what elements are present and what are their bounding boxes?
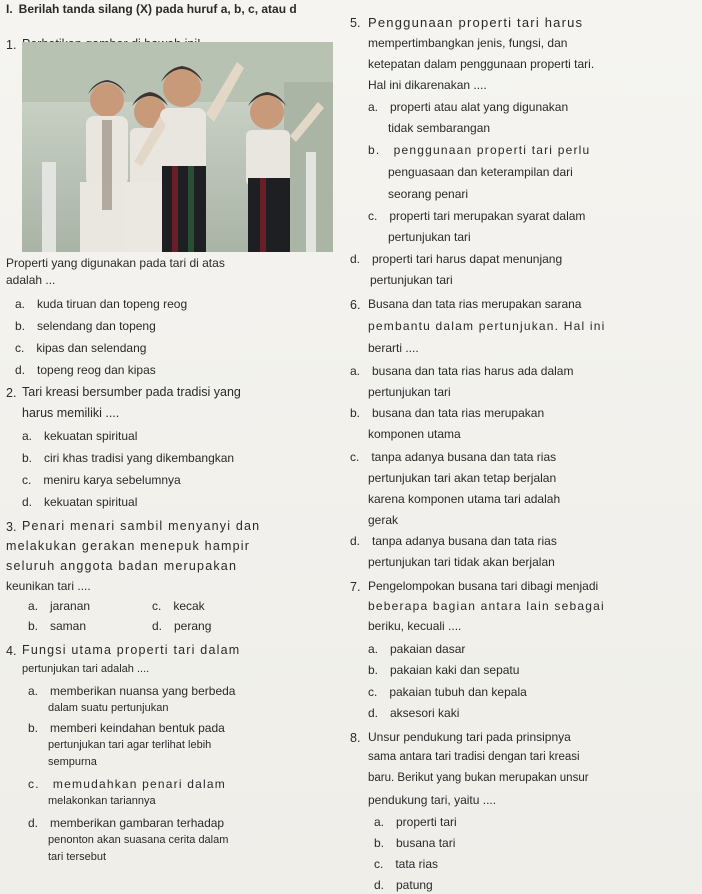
q8-stem-line4: pendukung tari, yaitu .... — [368, 793, 497, 807]
q1-caption-line2: adalah ... — [6, 273, 56, 287]
q1-option-d[interactable]: d. topeng reog dan kipas — [15, 363, 156, 377]
q4-option-a-line1[interactable]: a. memberikan nuansa yang berbeda — [28, 684, 236, 698]
q5-option-b-line2: penguasaan dan keterampilan dari — [388, 165, 573, 179]
q5-option-b-line1[interactable]: b. penggunaan properti tari perlu — [368, 143, 591, 157]
q3-stem-line2: melakukan gerakan menepuk hampir — [6, 539, 251, 553]
section-instruction: I. Berilah tanda silang (X) pada huruf a, b, c, atau d — [6, 2, 297, 16]
q2-stem-line2: harus memiliki .... — [22, 406, 120, 420]
q1-option-b[interactable]: b. selendang dan topeng — [15, 319, 156, 333]
q3-option-b[interactable]: b. saman — [28, 619, 87, 633]
q7-stem-line2: beberapa bagian antara lain sebagai — [368, 599, 605, 613]
q2-number: 2. — [6, 386, 17, 400]
q7-stem-line1: Pengelompokan busana tari dibagi menjadi — [368, 579, 599, 593]
q3-number: 3. — [6, 520, 17, 534]
q8-option-a[interactable]: a. properti tari — [374, 815, 457, 829]
q8-stem-line1: Unsur pendukung tari pada prinsipnya — [368, 730, 571, 744]
q8-option-c[interactable]: c. tata rias — [374, 857, 439, 871]
q7-option-c[interactable]: c. pakaian tubuh dan kepala — [368, 685, 527, 699]
q6-option-c-line1[interactable]: c. tanpa adanya busana dan tata rias — [350, 450, 557, 464]
q6-stem-line1: Busana dan tata rias merupakan sarana — [368, 297, 582, 311]
q8-option-b[interactable]: b. busana tari — [374, 836, 456, 850]
q6-option-d-line1[interactable]: d. tanpa adanya busana dan tata rias — [350, 534, 557, 548]
q4-option-b-line1[interactable]: b. memberi keindahan bentuk pada — [28, 721, 225, 735]
q7-stem-line3: beriku, kecuali .... — [368, 619, 462, 633]
q3-option-a[interactable]: a. jaranan — [28, 599, 91, 613]
q4-option-d-line3: tari tersebut — [48, 851, 107, 863]
q4-option-d-line1[interactable]: d. memberikan gambaran terhadap — [28, 816, 225, 830]
q2-option-d[interactable]: d. kekuatan spiritual — [22, 495, 138, 509]
q6-option-d-line2: pertunjukan tari tidak akan berjalan — [368, 555, 555, 569]
q6-option-a-line2: pertunjukan tari — [368, 385, 451, 399]
q3-stem-line4: keunikan tari .... — [6, 579, 91, 593]
q4-stem-line2: pertunjukan tari adalah .... — [22, 663, 150, 675]
q4-option-b-line3: sempurna — [48, 756, 97, 768]
q5-stem-line1: Penggunaan properti tari harus — [368, 15, 584, 30]
q7-number: 7. — [350, 580, 361, 594]
q1-option-a[interactable]: a. kuda tiruan dan topeng reog — [15, 297, 188, 311]
q5-option-b-line3: seorang penari — [388, 187, 469, 201]
q7-option-b[interactable]: b. pakaian kaki dan sepatu — [368, 663, 520, 677]
q1-number: 1. — [6, 38, 17, 52]
q4-number: 4. — [6, 644, 17, 658]
q2-stem-line1: Tari kreasi bersumber pada tradisi yang — [22, 385, 241, 399]
q8-number: 8. — [350, 731, 361, 745]
q3-option-c[interactable]: c. kecak — [152, 599, 205, 613]
q5-number: 5. — [350, 16, 361, 30]
q1-option-c[interactable]: c. kipas dan selendang — [15, 341, 147, 355]
q8-stem-line2: sama antara tari tradisi dengan tari kreasi — [368, 751, 580, 763]
q4-option-d-line2: penonton akan suasana cerita dalam — [48, 834, 229, 846]
q8-option-d[interactable]: d. patung — [374, 878, 433, 892]
q5-stem-line4: Hal ini dikarenakan .... — [368, 78, 487, 92]
q2-option-b[interactable]: b. ciri khas tradisi yang dikembangkan — [22, 451, 235, 465]
q3-option-d[interactable]: d. perang — [152, 619, 212, 633]
q6-stem-line2: pembantu dalam pertunjukan. Hal ini — [368, 319, 606, 333]
dancers-illustration — [22, 42, 333, 252]
q3-stem-line3: seluruh anggota badan merupakan — [6, 559, 238, 573]
q2-option-a[interactable]: a. kekuatan spiritual — [22, 429, 138, 443]
q5-stem-line2: mempertimbangkan jenis, fungsi, dan — [368, 36, 568, 50]
q3-stem-line1: Penari menari sambil menyanyi dan — [22, 519, 261, 533]
q6-number: 6. — [350, 298, 361, 312]
q7-option-a[interactable]: a. pakaian dasar — [368, 642, 466, 656]
q7-option-d[interactable]: d. aksesori kaki — [368, 706, 460, 720]
dance-photo — [22, 42, 333, 252]
q5-option-d-line2: pertunjukan tari — [370, 273, 453, 287]
q6-option-a-line1[interactable]: a. busana dan tata rias harus ada dalam — [350, 364, 574, 378]
q6-option-b-line1[interactable]: b. busana dan tata rias merupakan — [350, 406, 545, 420]
q6-option-c-line3: karena komponen utama tari adalah — [368, 492, 561, 506]
q5-option-a-line1[interactable]: a. properti atau alat yang digunakan — [368, 100, 569, 114]
q4-option-c-line1[interactable]: c. memudahkan penari dalam — [28, 777, 226, 791]
q6-option-c-line4: gerak — [368, 513, 399, 527]
q6-option-c-line2: pertunjukan tari akan tetap berjalan — [368, 471, 557, 485]
q5-option-c-line2: pertunjukan tari — [388, 230, 471, 244]
q1-caption-line1: Properti yang digunakan pada tari di atas — [6, 256, 225, 270]
q6-stem-line3: berarti .... — [368, 341, 419, 355]
q5-option-d-line1[interactable]: d. properti tari harus dapat menunjang — [350, 252, 563, 266]
q5-stem-line3: ketepatan dalam penggunaan properti tari. — [368, 57, 595, 71]
q5-option-c-line1[interactable]: c. properti tari merupakan syarat dalam — [368, 209, 586, 223]
q4-option-b-line2: pertunjukan tari agar terlihat lebih — [48, 739, 212, 751]
q5-option-a-line2: tidak sembarangan — [388, 121, 491, 135]
q8-stem-line3: baru. Berikut yang bukan merupakan unsur — [368, 772, 589, 784]
q2-option-c[interactable]: c. meniru karya sebelumnya — [22, 473, 181, 487]
q4-option-c-line2: melakonkan tariannya — [48, 795, 156, 807]
q4-option-a-line2: dalam suatu pertunjukan — [48, 702, 169, 714]
q6-option-b-line2: komponen utama — [368, 427, 461, 441]
q4-stem-line1: Fungsi utama properti tari dalam — [22, 643, 241, 657]
